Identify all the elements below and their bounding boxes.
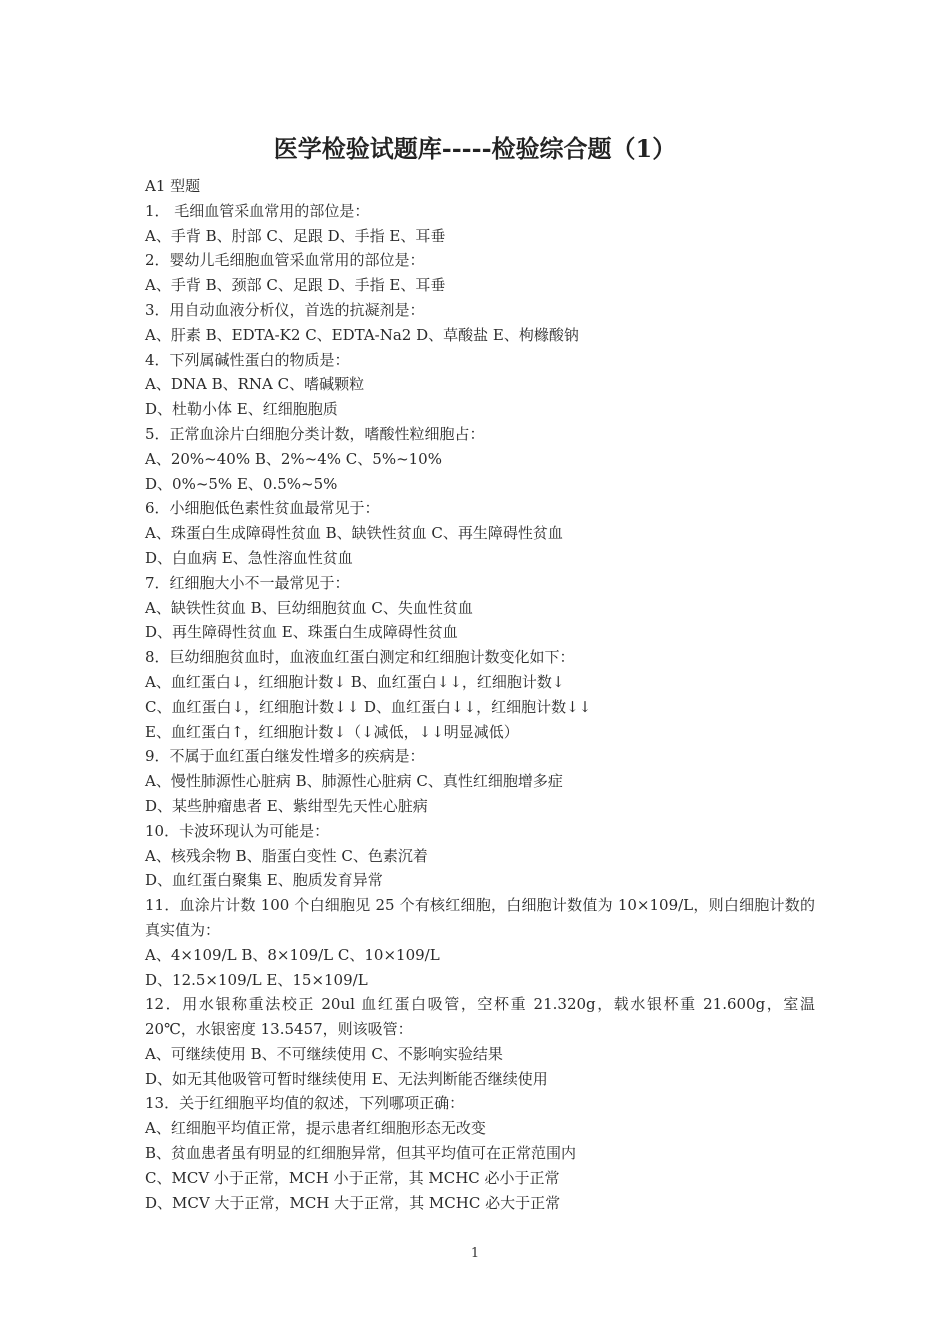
options-13b: B、贫血患者虽有明显的红细胞异常，但其平均值可在正常范围内	[145, 1144, 577, 1163]
options-7b: D、再生障碍性贫血 E、珠蛋白生成障碍性贫血	[145, 623, 458, 642]
options-6a: A、珠蛋白生成障碍性贫血 B、缺铁性贫血 C、再生障碍性贫血	[145, 524, 563, 543]
options-5b: D、0%~5% E、0.5%~5%	[145, 474, 338, 493]
options-12a: A、可继续使用 B、不可继续使用 C、不影响实验结果	[145, 1044, 503, 1063]
options-13c: C、MCV 小于正常，MCH 小于正常，其 MCHC 必小于正常	[145, 1168, 560, 1187]
options-8a: A、血红蛋白↓，红细胞计数↓ B、血红蛋白↓↓，红细胞计数↓	[145, 672, 565, 691]
options-2: A、手背 B、颈部 C、足跟 D、手指 E、耳垂	[145, 276, 446, 295]
question-7: 7．红细胞大小不一最常见于：	[145, 573, 350, 592]
options-9a: A、慢性肺源性心脏病 B、肺源性心脏病 C、真性红细胞增多症	[145, 772, 563, 791]
options-10b: D、血红蛋白聚集 E、胞质发育异常	[145, 871, 383, 890]
question-5: 5．正常血涂片白细胞分类计数，嗜酸性粒细胞占：	[145, 424, 485, 443]
question-1: 1． 毛细血管采血常用的部位是：	[145, 201, 370, 220]
question-8: 8．巨幼细胞贫血时，血液血红蛋白测定和红细胞计数变化如下：	[145, 648, 575, 667]
options-8c: E、血红蛋白↑，红细胞计数↓（↓减低，↓↓明显减低）	[145, 722, 519, 741]
options-7a: A、缺铁性贫血 B、巨幼细胞贫血 C、失血性贫血	[145, 598, 473, 617]
question-12: 12．用水银称重法校正 20ul 血红蛋白吸管，空杯重 21.320g，载水银杯重 21.600g，室温 20℃，水银密度 13.5457，则该吸管：	[145, 995, 815, 1039]
options-6b: D、白血病 E、急性溶血性贫血	[145, 548, 353, 567]
question-6: 6．小细胞低色素性贫血最常见于：	[145, 499, 380, 518]
section-heading: A1 型题	[145, 177, 201, 195]
options-13d: D、MCV 大于正常，MCH 大于正常，其 MCHC 必大于正常	[145, 1193, 561, 1212]
question-10: 10．卡波环现认为可能是：	[145, 821, 330, 840]
options-13a: A、红细胞平均值正常，提示患者红细胞形态无改变	[145, 1119, 486, 1138]
question-13: 13．关于红细胞平均值的叙述，下列哪项正确：	[145, 1094, 465, 1113]
question-11: 11．血涂片计数 100 个白细胞见 25 个有核红细胞，白细胞计数值为 10×109/L，则白细胞计数的真实值为：	[145, 896, 815, 939]
page-number: 1	[470, 1246, 480, 1261]
question-4: 4．下列属碱性蛋白的物质是：	[145, 350, 350, 369]
options-12b: D、如无其他吸管可暂时继续使用 E、无法判断能否继续使用	[145, 1069, 548, 1088]
options-4a: A、DNA B、RNA C、嗜碱颗粒	[145, 375, 365, 394]
options-9b: D、某些肿瘤患者 E、紫绀型先天性心脏病	[145, 796, 428, 815]
options-10a: A、核残余物 B、脂蛋白变性 C、色素沉着	[145, 846, 428, 865]
document-body	[145, 174, 815, 1215]
options-11a: A、4×109/L B、8×109/L C、10×109/L	[145, 945, 440, 964]
question-3: 3．用自动血液分析仪，首选的抗凝剂是：	[145, 300, 425, 319]
question-2: 2．婴幼儿毛细胞血管采血常用的部位是：	[145, 251, 425, 270]
question-9: 9．不属于血红蛋白继发性增多的疾病是：	[145, 747, 425, 766]
options-1: A、手背 B、肘部 C、足跟 D、手指 E、耳垂	[145, 226, 446, 245]
options-3: A、肝素 B、EDTA-K2 C、EDTA-Na2 D、草酸盐 E、枸橼酸钠	[145, 325, 579, 344]
options-8b: C、血红蛋白↓，红细胞计数↓↓ D、血红蛋白↓↓，红细胞计数↓↓	[145, 697, 592, 716]
options-11b: D、12.5×109/L E、15×109/L	[145, 970, 368, 989]
options-5a: A、20%~40% B、2%~4% C、5%~10%	[145, 449, 442, 468]
options-4b: D、杜勒小体 E、红细胞胞质	[145, 400, 338, 419]
page-title: 医学检验试题库-----检验综合题（1）	[273, 134, 677, 163]
